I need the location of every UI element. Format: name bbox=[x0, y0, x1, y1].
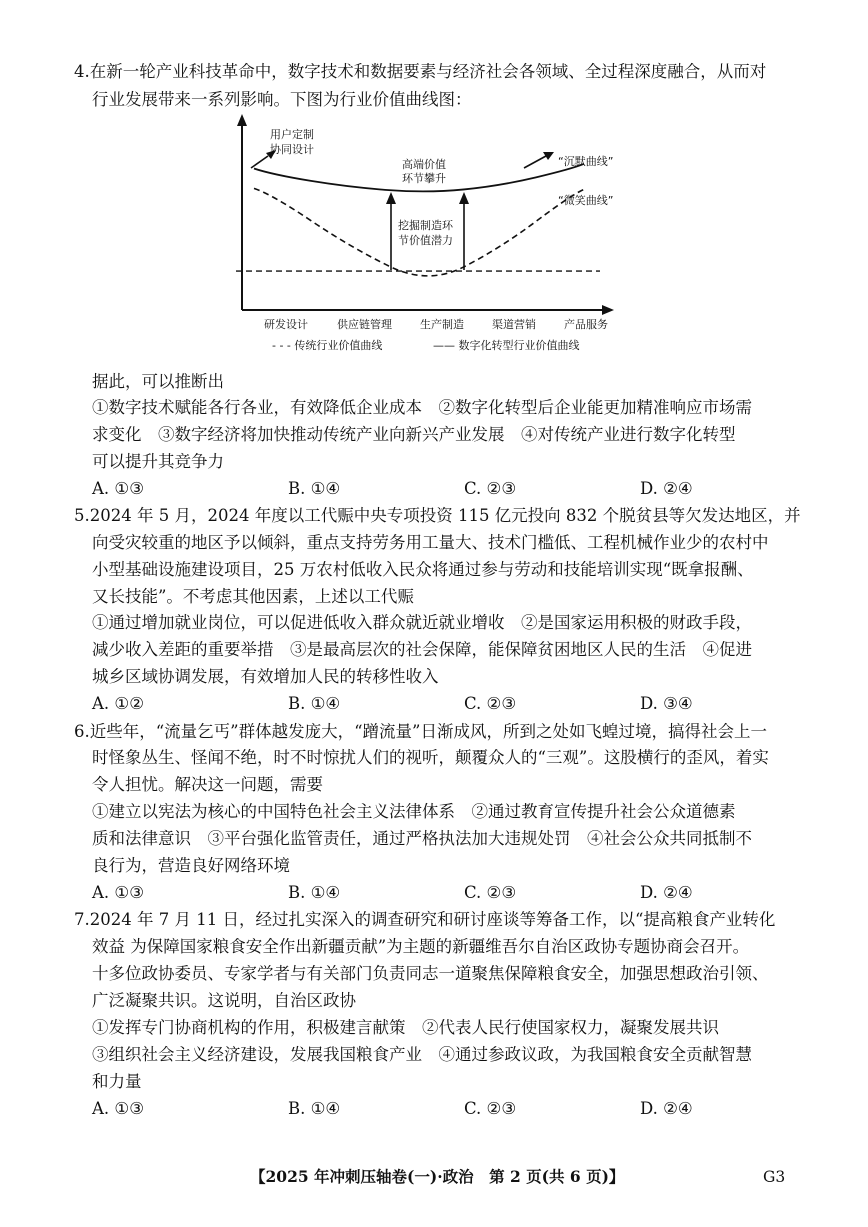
q4-option-c[interactable]: C. ②③ bbox=[464, 479, 517, 498]
q7-statement-line3: 和力量 bbox=[92, 1072, 142, 1091]
q7-option-c[interactable]: C. ②③ bbox=[464, 1099, 517, 1118]
traditional-value-curve bbox=[254, 188, 584, 275]
legend-digital: —— 数字化转型行业价值曲线 bbox=[433, 339, 580, 352]
q7-option-b[interactable]: B. ①④ bbox=[288, 1099, 341, 1118]
q4-option-a[interactable]: A. ①③ bbox=[92, 479, 144, 498]
up-arrow-left-head bbox=[386, 192, 396, 204]
q4-statement-line1: ①数字技术赋能各行各业，有效降低企业成本 ②数字化转型后企业能更加精准响应市场需 bbox=[92, 398, 752, 417]
q7-statement-line1: ①发挥专门协商机构的作用，积极建言献策 ②代表人民行使国家权力，凝聚发展共识 bbox=[92, 1018, 719, 1037]
q5-statement-line1: ①通过增加就业岗位，可以促进低收入群众就近就业增收 ②是国家运用积极的财政手段， bbox=[92, 613, 752, 632]
q4-option-b[interactable]: B. ①④ bbox=[288, 479, 341, 498]
q5-option-d[interactable]: D. ③④ bbox=[640, 694, 693, 713]
annotation-mining-2: 节价值潜力 bbox=[398, 234, 453, 247]
category-label: 生产制造 bbox=[420, 318, 464, 331]
q7-stem-line2: 效益 为保障国家粮食安全作出新疆贡献”为主题的新疆维吾尔自治区政协专题协商会召开。 bbox=[92, 937, 750, 956]
up-arrow-right-head bbox=[459, 192, 469, 204]
industry-value-chart bbox=[228, 112, 618, 360]
annotation-smile: “微笑曲线” bbox=[558, 194, 614, 207]
q5-option-c[interactable]: C. ②③ bbox=[464, 694, 517, 713]
annotation-mining-1: 挖掘制造环 bbox=[398, 219, 453, 232]
q5-statement-line3: 城乡区域协调发展，有效增加人民的转移性收入 bbox=[92, 667, 439, 686]
q5-stem-line3: 小型基础设施建设项目，25 万农村低收入民众将通过参与劳动和技能培训实现“既拿报酬、 bbox=[92, 560, 754, 579]
q6-stem-line2: 时怪象丛生、怪闻不绝，时不时惊扰人们的视听，颠覆众人的“三观”。这股横行的歪风，着实 bbox=[92, 748, 769, 767]
annotation-highend-2: 环节攀升 bbox=[402, 172, 446, 185]
category-label: 研发设计 bbox=[264, 318, 308, 331]
custom-arrow-line bbox=[251, 156, 268, 168]
q4-option-d[interactable]: D. ②④ bbox=[640, 479, 693, 498]
q7-statement-line2: ③组织社会主义经济建设，发展我国粮食产业 ④通过参政议政，为我国粮食安全贡献智慧 bbox=[92, 1045, 752, 1064]
q5-stem-line1: 5.2024 年 5 月，2024 年度以工代赈中央专项投资 115 亿元投向 832 个脱贫县等欠发达地区，并 bbox=[74, 506, 801, 525]
q6-stem-line3: 令人担忧。解决这一问题，需要 bbox=[92, 775, 323, 794]
category-labels bbox=[264, 317, 608, 331]
q5-stem-line4: 又长技能”。不考虑其他因素，上述以工代赈 bbox=[92, 587, 414, 606]
q6-statement-line2: 质和法律意识 ③平台强化监管责任，通过严格执法加大违规处罚 ④社会公众共同抵制不 bbox=[92, 829, 752, 848]
q5-option-a[interactable]: A. ①② bbox=[92, 694, 144, 713]
q7-stem-line4: 广泛凝聚共识。这说明，自治区政协 bbox=[92, 991, 356, 1010]
annotation-custom-1: 用户定制 bbox=[270, 128, 314, 141]
q5-option-b[interactable]: B. ①④ bbox=[288, 694, 341, 713]
q4-lead: 据此，可以推断出 bbox=[92, 372, 224, 391]
q5-statement-line2: 减少收入差距的重要举措 ③是最高层次的社会保障，能保障贫困地区人民的生活 ④促进 bbox=[92, 640, 752, 659]
q4-statement-line2: 求变化 ③数字经济将加快推动传统产业向新兴产业发展 ④对传统产业进行数字化转型 bbox=[92, 425, 736, 444]
q7-stem-line3: 十多位政协委员、专家学者与有关部门负责同志一道聚焦保障粮食安全，加强思想政治引领、 bbox=[92, 964, 769, 983]
q4-stem-line2: 行业发展带来一系列影响。下图为行业价值曲线图： bbox=[92, 90, 472, 109]
category-label: 产品服务 bbox=[564, 318, 608, 331]
q6-statement-line1: ①建立以宪法为核心的中国特色社会主义法律体系 ②通过教育宣传提升社会公众道德素 bbox=[92, 802, 736, 821]
q7-option-d[interactable]: D. ②④ bbox=[640, 1099, 693, 1118]
q6-option-a[interactable]: A. ①③ bbox=[92, 883, 144, 902]
q6-statement-line3: 良行为，营造良好网络环境 bbox=[92, 856, 290, 875]
annotation-silent: “沉默曲线” bbox=[558, 155, 614, 168]
y-axis-arrow bbox=[237, 114, 247, 126]
q6-option-d[interactable]: D. ②④ bbox=[640, 883, 693, 902]
q4-stem-line1: 4.在新一轮产业科技革命中，数字技术和数据要素与经济社会各领域、全过程深度融合，从而对 bbox=[74, 62, 767, 81]
q7-stem-line1: 7.2024 年 7 月 11 日，经过扎实深入的调查研究和研讨座谈等筹备工作，以“提高粮食产业转化 bbox=[74, 910, 776, 929]
silent-arrow-line bbox=[524, 156, 546, 168]
x-axis-arrow bbox=[602, 305, 614, 315]
annotation-custom-2: 协同设计 bbox=[270, 143, 314, 156]
legend-traditional: - - - 传统行业价值曲线 bbox=[272, 339, 383, 352]
q5-stem-line2: 向受灾较重的地区予以倾斜，重点支持劳务用工量大、技术门槛低、工程机械作业少的农村中 bbox=[92, 533, 769, 552]
category-label: 供应链管理 bbox=[337, 318, 392, 331]
category-label: 渠道营销 bbox=[492, 318, 536, 331]
q6-option-b[interactable]: B. ①④ bbox=[288, 883, 341, 902]
q6-option-c[interactable]: C. ②③ bbox=[464, 883, 517, 902]
q6-stem-line1: 6.近些年，“流量乞丐”群体越发庞大，“蹭流量”日渐成风，所到之处如飞蝗过境，搞得社会上一 bbox=[74, 722, 767, 741]
footer-code: G3 bbox=[763, 1168, 786, 1186]
q7-option-a[interactable]: A. ①③ bbox=[92, 1099, 144, 1118]
footer-title: 【2025 年冲刺压轴卷(一)·政治 第 2 页(共 6 页)】 bbox=[250, 1167, 625, 1186]
annotation-highend-1: 高端价值 bbox=[402, 158, 446, 171]
q4-statement-line3: 可以提升其竞争力 bbox=[92, 452, 224, 471]
